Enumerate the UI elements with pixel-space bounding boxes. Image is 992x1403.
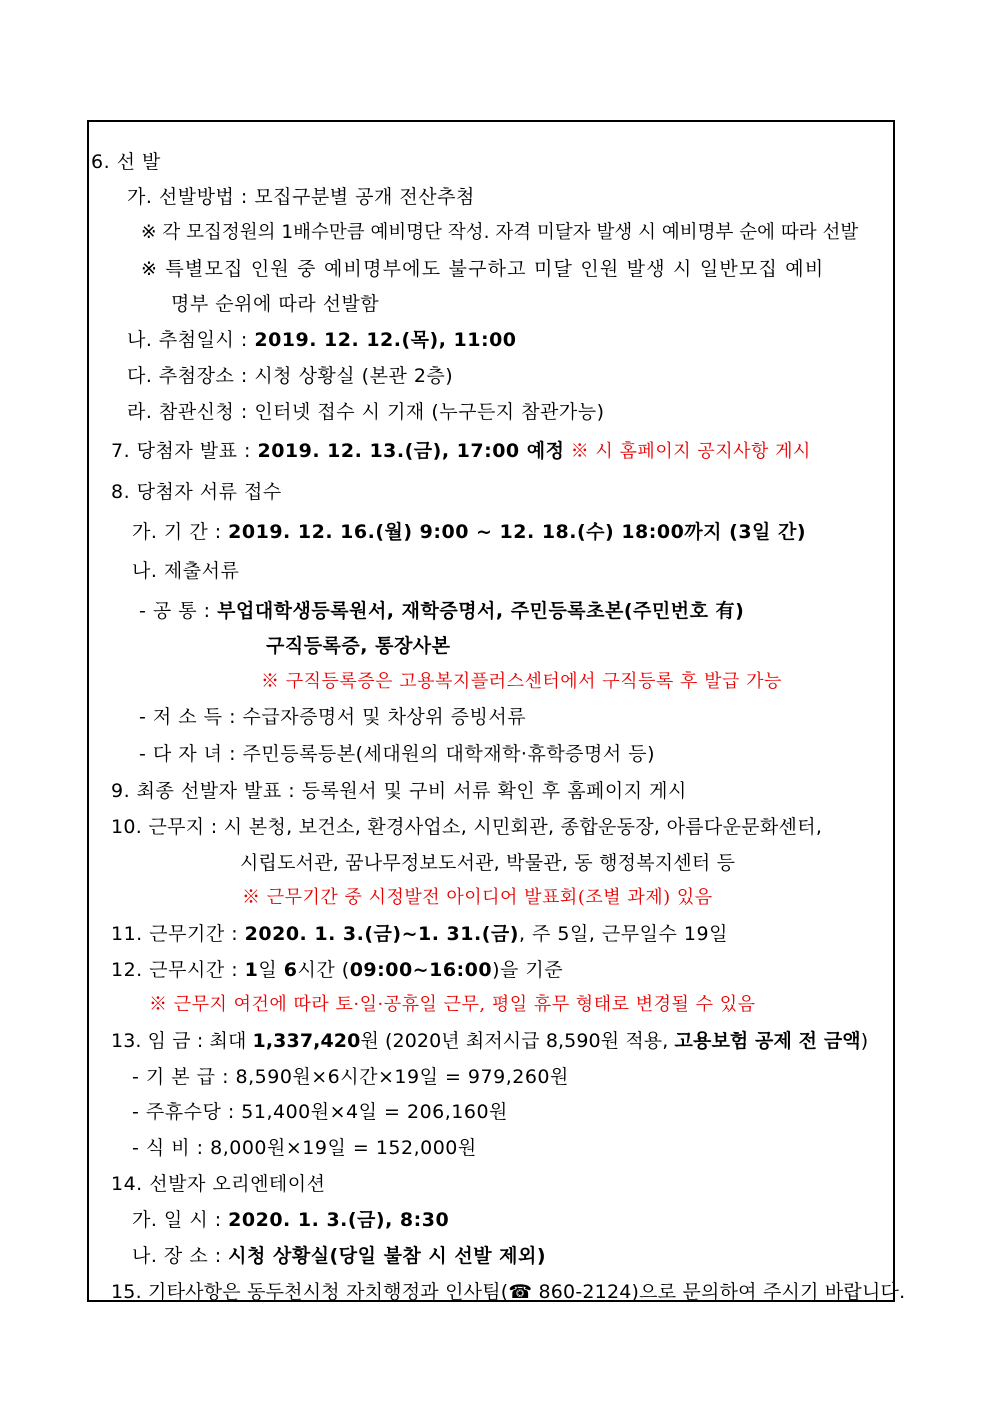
section-10-line-2: 시립도서관, 꿈나무정보도서관, 박물관, 동 행정복지센터 등 <box>240 852 736 874</box>
section-6-heading: 6. 선 발 <box>91 151 161 173</box>
work-hours-text-2: 시간 ( <box>297 959 350 981</box>
section-12-note: ※ 근무지 여건에 따라 토·일·공휴일 근무, 평일 휴무 형태로 변경될 수 있음 <box>149 994 756 1015</box>
docs-common-label: - 공 통 : <box>139 600 218 622</box>
wage-text: 원 (2020년 최저시급 8,590원 적용, <box>360 1030 675 1052</box>
docs-common-value-1: 부업대학생등록원서, 재학증명서, 주민등록초본(주민번호 有) <box>217 600 745 622</box>
docs-common-note: ※ 구직등록증은 고용복지플러스센터에서 구직등록 후 발급 가능 <box>261 671 782 692</box>
section-6-observe: 라. 참관신청 : 인터넷 접수 시 기재 (누구든지 참관가능) <box>127 401 605 423</box>
section-10-note: ※ 근무기간 중 시정발전 아이디어 발표회(조별 과제) 있음 <box>242 887 713 908</box>
draw-date-value: 2019. 12. 12.(목), 11:00 <box>254 329 517 351</box>
section-8-documents: 나. 제출서류 <box>132 560 240 582</box>
section-6-method: 가. 선발방법 : 모집구분별 공개 전산추첨 <box>127 186 475 208</box>
section-8-period <box>132 519 806 545</box>
section-6-note-1: ※ 각 모집정원의 1배수만큼 예비명단 작성. 자격 미달자 발생 시 예비명부 순에 따라 선발 <box>141 222 859 243</box>
docs-common <box>139 598 744 624</box>
docs-multi-child: - 다 자 녀 : 주민등록등본(세대원의 대학재학·휴학증명서 등) <box>139 743 656 765</box>
section-6-note-2b: 명부 순위에 따라 선발함 <box>171 293 380 315</box>
section-14-heading: 14. 선발자 오리엔테이션 <box>111 1173 326 1195</box>
work-hours-range: 09:00~16:00 <box>349 959 493 981</box>
section-6-draw-date <box>127 327 517 353</box>
section-7 <box>111 438 811 465</box>
section-11 <box>111 921 728 947</box>
announce-label: 7. 당첨자 발표 : <box>111 440 258 462</box>
orientation-place-label: 나. 장 소 : <box>132 1245 229 1267</box>
work-period-label: 11. 근무기간 : <box>111 923 245 945</box>
work-hours-hours: 6 <box>283 959 298 981</box>
orientation-place-value: 시청 상황실(당일 불참 시 선발 제외) <box>228 1245 547 1267</box>
work-period-rest: , 주 5일, 근무일수 19일 <box>518 923 728 945</box>
draw-date-label: 나. 추첨일시 : <box>127 329 255 351</box>
orientation-datetime-label: 가. 일 시 : <box>132 1209 229 1231</box>
wage-meal: - 식 비 : 8,000원×19일 = 152,000원 <box>132 1137 477 1159</box>
announce-value: 2019. 12. 13.(금), 17:00 예정 <box>257 440 565 462</box>
orientation-place <box>132 1243 546 1269</box>
section-8-heading: 8. 당첨자 서류 접수 <box>111 481 282 503</box>
section-15: 15. 기타사항은 동두천시청 자치행정과 인사팀(☎ 860-2124)으로 문의하여 주시기 바랍니다. <box>111 1281 906 1303</box>
docs-low-income: - 저 소 득 : 수급자증명서 및 차상위 증빙서류 <box>139 706 527 728</box>
period-label: 가. 기 간 : <box>132 521 229 543</box>
wage-weekly: - 주휴수당 : 51,400원×4일 = 206,160원 <box>132 1101 508 1123</box>
wage-base: - 기 본 급 : 8,590원×6시간×19일 = 979,260원 <box>132 1066 569 1088</box>
period-value: 2019. 12. 16.(월) 9:00 ~ 12. 18.(수) 18:00까지 (3일 간) <box>228 521 807 543</box>
orientation-datetime <box>132 1207 449 1233</box>
section-10-line-1: 10. 근무지 : 시 본청, 보건소, 환경사업소, 시민회관, 종합운동장, 아름다운문화센터, <box>111 816 823 838</box>
section-6-draw-place: 다. 추첨장소 : 시청 상황실 (본관 2층) <box>127 365 454 387</box>
wage-label: 13. 임 금 : 최대 <box>111 1030 253 1052</box>
work-hours-text-3: )을 기준 <box>492 959 564 981</box>
wage-insurance: 고용보험 공제 전 금액 <box>674 1030 861 1052</box>
section-6-note-2a: ※ 특별모집 인원 중 예비명부에도 불구하고 미달 인원 발생 시 일반모집 예비 <box>141 258 825 280</box>
section-9: 9. 최종 선발자 발표 : 등록원서 및 구비 서류 확인 후 홈페이지 게시 <box>111 780 687 802</box>
work-hours-text-1: 일 <box>258 959 284 981</box>
docs-common-value-2: 구직등록증, 통장사본 <box>266 635 451 657</box>
section-13 <box>111 1028 868 1054</box>
work-hours-days: 1 <box>244 959 259 981</box>
content-box <box>87 120 906 1303</box>
section-12 <box>111 957 563 983</box>
work-hours-label: 12. 근무시간 : <box>111 959 245 981</box>
work-period-value: 2020. 1. 3.(금)~1. 31.(금) <box>244 923 519 945</box>
orientation-datetime-value: 2020. 1. 3.(금), 8:30 <box>228 1209 450 1231</box>
announce-note: ※ 시 홈페이지 공지사항 게시 <box>564 441 811 462</box>
wage-close: ) <box>860 1030 869 1052</box>
wage-max: 1,337,420 <box>252 1030 361 1052</box>
